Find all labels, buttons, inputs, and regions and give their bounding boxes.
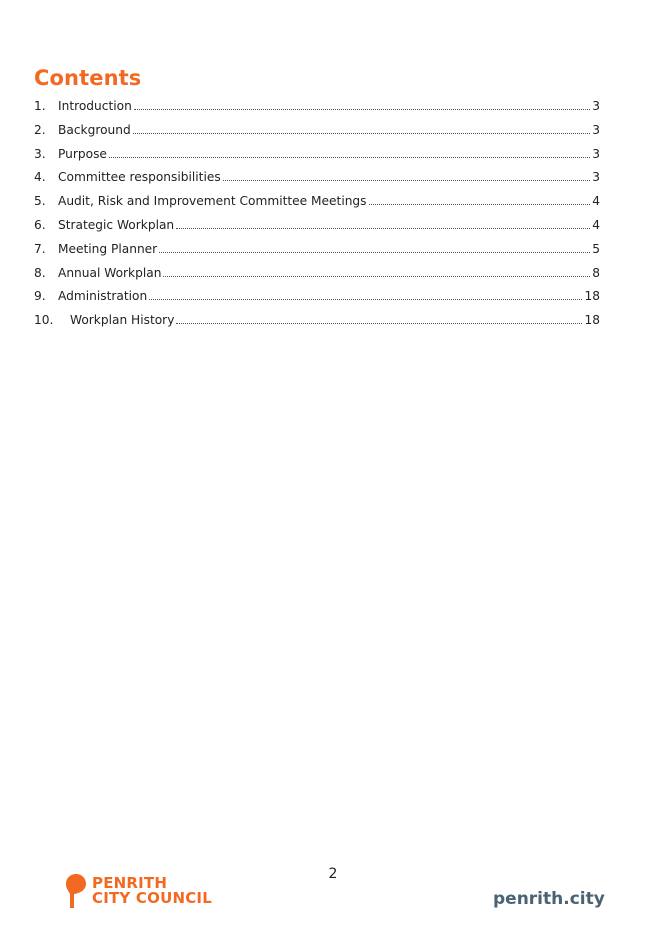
toc-entry-page: 3 (592, 122, 600, 137)
toc-entry[interactable] (34, 191, 600, 215)
penrith-city-council-logo (66, 874, 212, 908)
toc-entry[interactable] (34, 263, 600, 287)
toc-entry-number: 10. (34, 313, 54, 328)
toc-leader-dots (176, 227, 590, 229)
logo-wordmark (92, 876, 212, 906)
toc-entry-page: 5 (592, 241, 600, 256)
toc-entry[interactable] (34, 167, 600, 191)
toc-entry-number: 6. (34, 217, 46, 232)
toc-entry-page: 4 (592, 217, 600, 232)
toc-entry[interactable] (34, 96, 600, 120)
toc-entry-number: 2. (34, 122, 46, 137)
toc-entry[interactable] (34, 286, 600, 310)
toc-entry-number: 5. (34, 194, 46, 209)
contents-heading: Contents (34, 66, 142, 90)
toc-entry-title: Workplan History (70, 313, 175, 328)
toc-entry-number: 1. (34, 99, 46, 113)
toc-entry-title: Audit, Risk and Improvement Committee Meetings (58, 194, 367, 209)
toc-leader-dots (133, 132, 591, 134)
toc-leader-dots (223, 179, 591, 181)
toc-entry-number: 3. (34, 146, 46, 161)
toc-entry-title: Purpose (58, 146, 107, 161)
toc-entry-page: 3 (592, 146, 600, 161)
logo-line-2: CITY COUNCIL (92, 889, 212, 907)
toc-entry-title: Committee responsibilities (58, 170, 221, 185)
toc-entry-title: Annual Workplan (58, 265, 162, 280)
toc-entry-page: 3 (592, 170, 600, 185)
toc-entry-page: 3 (592, 99, 600, 113)
toc-entry-page: 8 (592, 265, 600, 280)
toc-entry-number: 4. (34, 170, 46, 185)
toc-leader-dots (159, 251, 590, 253)
toc-entry-title: Introduction (58, 99, 132, 113)
toc-entry-number: 7. (34, 241, 46, 256)
toc-entry-title: Administration (58, 289, 148, 304)
toc-leader-dots (176, 322, 582, 324)
toc-entry[interactable] (34, 310, 600, 334)
toc-entry-page: 18 (584, 313, 600, 328)
toc-entry-title: Strategic Workplan (58, 217, 175, 232)
table-of-contents (34, 96, 600, 334)
toc-entry[interactable] (34, 120, 600, 144)
toc-entry[interactable] (34, 144, 600, 168)
toc-entry-number: 8. (34, 265, 46, 280)
council-logo-icon (66, 874, 86, 908)
toc-entry-title: Meeting Planner (58, 241, 158, 256)
toc-entry-title: Background (58, 122, 131, 137)
toc-leader-dots (149, 298, 582, 300)
page-number: 2 (328, 866, 338, 882)
website-url: penrith.city (493, 889, 605, 909)
toc-entry-number: 9. (34, 289, 46, 304)
toc-leader-dots (369, 203, 591, 205)
toc-entry[interactable] (34, 239, 600, 263)
logo-line-1: PENRITH (92, 874, 168, 892)
toc-leader-dots (109, 156, 590, 158)
toc-leader-dots (163, 275, 590, 277)
toc-entry-page: 4 (592, 194, 600, 209)
toc-entry-page: 18 (584, 289, 600, 304)
toc-entry[interactable] (34, 215, 600, 239)
toc-leader-dots (134, 108, 590, 110)
